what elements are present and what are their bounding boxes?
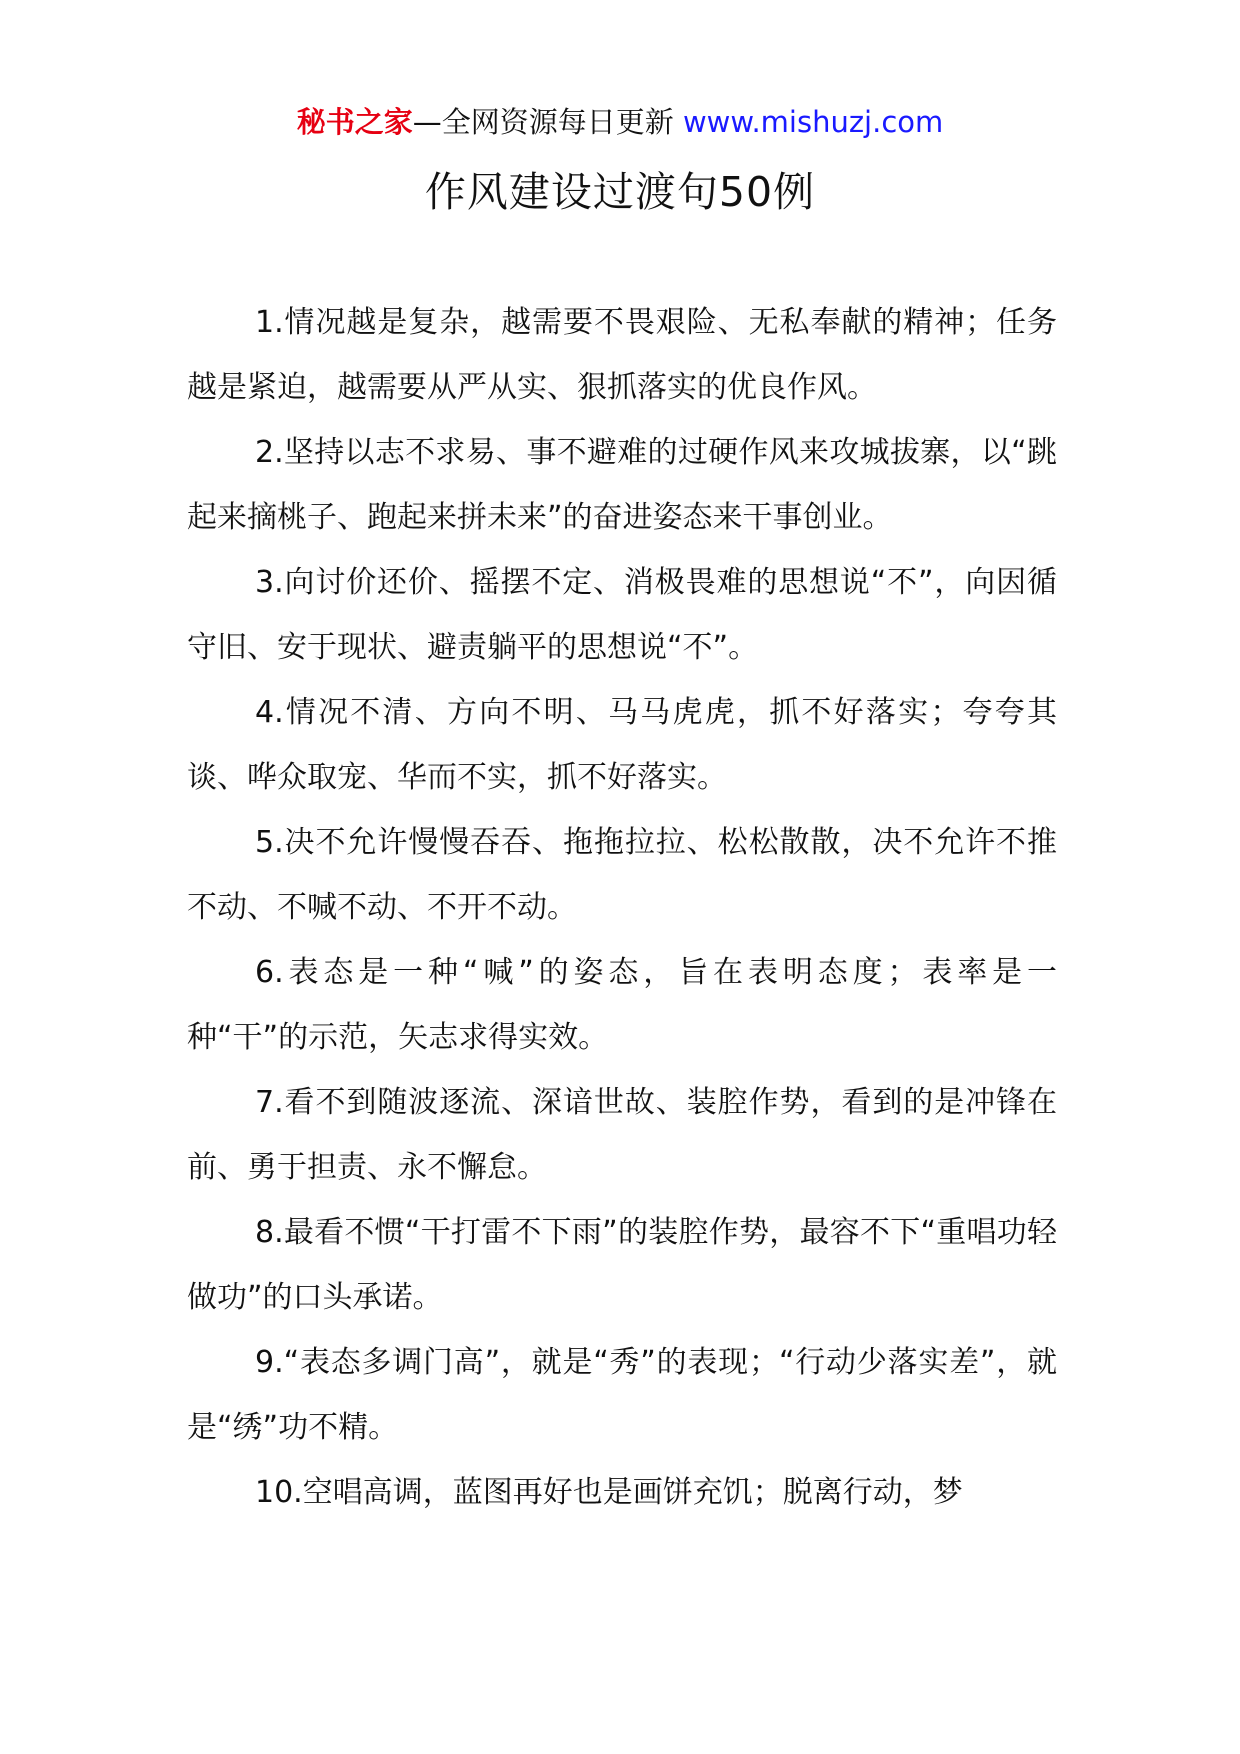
paragraph: 7.看不到随波逐流、深谙世故、装腔作势，看到的是冲锋在前、勇于担责、永不懈怠。 xyxy=(187,1085,1057,1185)
paragraph: 1.情况越是复杂，越需要不畏艰险、无私奉献的精神；任务越是紧迫，越需要从严从实、狠抓落实的优良作风。 xyxy=(187,305,1057,405)
paragraph: 9.“表态多调门高”，就是“秀”的表现；“行动少落实差”，就是“绣”功不精。 xyxy=(187,1345,1057,1445)
paragraph: 4.情况不清、方向不明、马马虎虎，抓不好落实；夸夸其谈、哗众取宠、华而不实，抓不好落实。 xyxy=(187,695,1057,795)
site-url-link[interactable]: www.mishuzj.com xyxy=(682,105,944,139)
paragraph: 8.最看不惯“干打雷不下雨”的装腔作势，最容不下“重唱功轻做功”的口头承诺。 xyxy=(187,1215,1057,1315)
site-slogan: —全网资源每日更新 xyxy=(412,105,683,139)
paragraph: 10.空唱高调，蓝图再好也是画饼充饥；脱离行动，梦 xyxy=(255,1475,963,1510)
document-body xyxy=(187,290,1057,1525)
paragraph: 6.表态是一种“喊”的姿态，旨在表明态度；表率是一种“干”的示范，矢志求得实效。 xyxy=(187,955,1057,1055)
paragraph: 5.决不允许慢慢吞吞、拖拖拉拉、松松散散，决不允许不推不动、不喊不动、不开不动。 xyxy=(187,825,1057,925)
paragraph: 2.坚持以志不求易、事不避难的过硬作风来攻城拔寨，以“跳起来摘桃子、跑起来拼未来”的奋进姿态来干事创业。 xyxy=(187,435,1057,535)
site-header xyxy=(0,102,1240,142)
document-title: 作风建设过渡句50例 xyxy=(424,168,816,216)
site-name: 秘书之家 xyxy=(296,105,413,139)
paragraph: 3.向讨价还价、摇摆不定、消极畏难的思想说“不”，向因循守旧、安于现状、避责躺平的思想说“不”。 xyxy=(187,565,1057,665)
